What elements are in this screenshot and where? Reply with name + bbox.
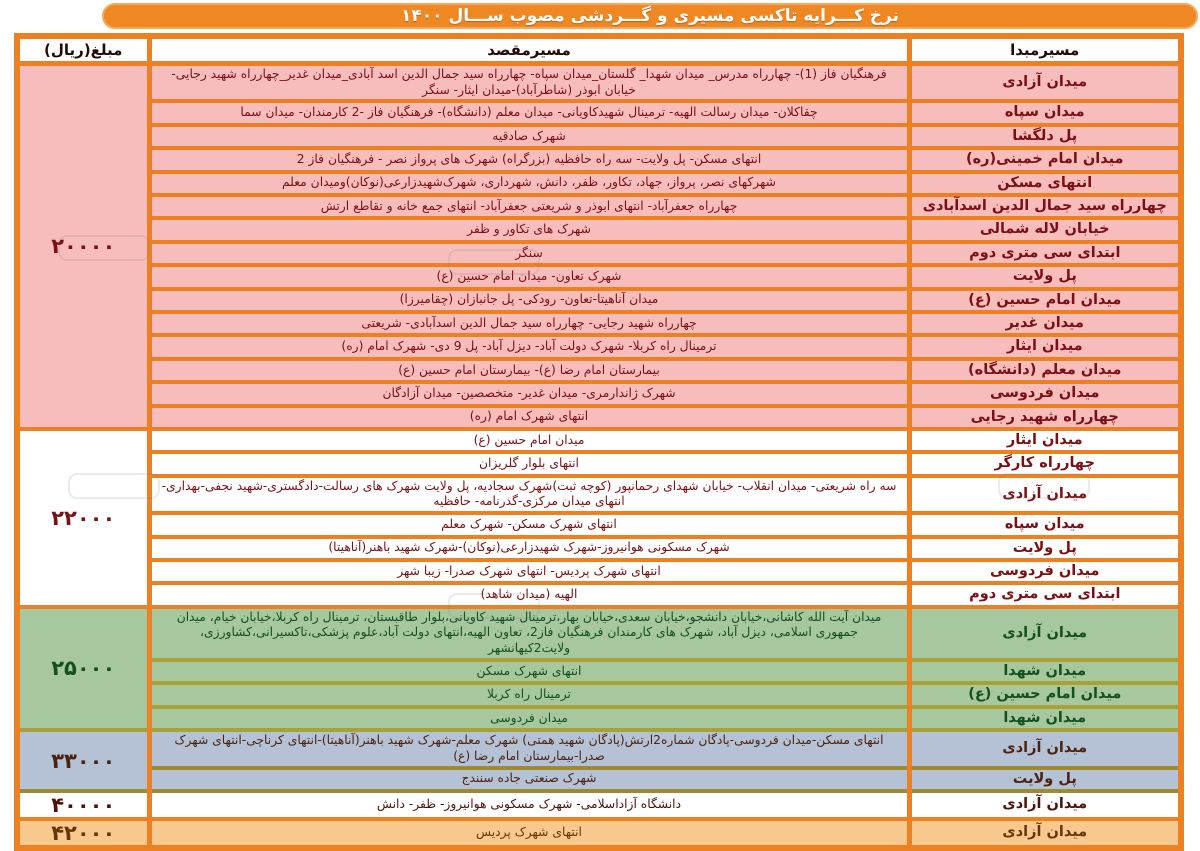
- price-cell: ۴۲۰۰۰: [17, 819, 149, 848]
- destination-cell: الهیه (میدان شاهد): [149, 583, 909, 606]
- origin-cell: میدان ایثار: [909, 429, 1181, 452]
- origin-cell: انتهای مسکن: [909, 172, 1181, 195]
- fare-row: [17, 560, 1181, 583]
- fare-row: [17, 289, 1181, 312]
- fare-table: [14, 33, 1184, 851]
- origin-cell: خیابان لاله شمالی: [909, 218, 1181, 241]
- fare-row: [17, 195, 1181, 218]
- fare-row: [17, 64, 1181, 102]
- destination-cell: شهرک مسکونی هوانیروز-شهرک شهیدزارعی(نوکان)-شهرک شهید باهنر(آناهیتا): [149, 537, 909, 560]
- fare-row: [17, 359, 1181, 382]
- destination-cell: شهرک ژاندارمری- میدان غدیر- متخصصین- میدان آزادگان: [149, 382, 909, 405]
- origin-cell: میدان فردوسی: [909, 560, 1181, 583]
- price-group-۴۲۰۰۰: [17, 819, 1181, 848]
- fare-row: [17, 148, 1181, 171]
- destination-cell: شهرک صنعتی جاده سنندج: [149, 768, 909, 791]
- destination-cell: انتهای بلوار گلریزان: [149, 452, 909, 475]
- destination-cell: انتهای مسکن-میدان فردوسی-پادگان شماره2ارتش(پادگان شهید همتی) شهرک معلم-شهرک شهید باهنر(آناهیتا)-انتهای کرناچی-انتهای شهرک صدرا-بیمارستان امام رضا (ع): [149, 730, 909, 767]
- fare-row: [17, 172, 1181, 195]
- destination-cell: میدان آیت الله کاشانی،خیابان دانشجو،خیابان سعدی،خیابان بهار،ترمینال شهید کاویانی،بلوار طاقبستان، ترمینال راه کربلا،خیابان خیام، میدان جمهوری اسلامی، دیزل آباد، شهرک های کارمندان فرهنگیان فاز2، تعاون الهیه،انتهای دولت آباد،علوم پزشکی،تاکسیرانی،کشاورزی، ولایت2کیهانشهر: [149, 607, 909, 660]
- destination-cell: انتهای مسکن- پل ولایت- سه راه حافظیه (بزرگراه) شهرک های پرواز نصر - فرهنگیان فاز 2: [149, 148, 909, 171]
- fare-row: [17, 537, 1181, 560]
- destination-cell: شهرک صادقیه: [149, 125, 909, 148]
- destination-cell: سنگر: [149, 242, 909, 265]
- origin-cell: میدان امام حسین (ع): [909, 683, 1181, 706]
- price-group-۳۳۰۰۰: [17, 730, 1181, 791]
- destination-cell: میدان امام حسین (ع): [149, 429, 909, 452]
- price-group-۲۰۰۰۰: [17, 64, 1181, 429]
- fare-table-header: [17, 36, 1181, 64]
- origin-cell: میدان فردوسی: [909, 382, 1181, 405]
- page-title: [102, 3, 1198, 29]
- price-cell: ۳۳۰۰۰: [17, 730, 149, 791]
- origin-cell: میدان شهدا: [909, 707, 1181, 730]
- fare-row: [17, 125, 1181, 148]
- origin-cell: ابتدای سی متری دوم: [909, 242, 1181, 265]
- price-cell: ۲۵۰۰۰: [17, 607, 149, 730]
- destination-cell: فرهنگیان فاز (1)- چهارراه مدرس_ میدان شهدا_ گلستان_میدان سپاه- چهارراه سید جمال الدین اسد آبادی_میدان غدیر_چهارراه شهید رجایی- خیابان ابوذر (شاطرآباد)-میدان ایثار- سنگر: [149, 64, 909, 102]
- fare-row: [17, 312, 1181, 335]
- fare-row: [17, 583, 1181, 606]
- origin-cell: میدان آزادی: [909, 607, 1181, 660]
- origin-cell: میدان امام حسین (ع): [909, 289, 1181, 312]
- fare-row: [17, 768, 1181, 791]
- price-cell: ۲۰۰۰۰: [17, 64, 149, 429]
- fare-row: [17, 242, 1181, 265]
- fare-row: [17, 607, 1181, 660]
- origin-cell: چهارراه کارگر: [909, 452, 1181, 475]
- origin-cell: میدان آزادی: [909, 476, 1181, 513]
- destination-cell: چهارراه جعفرآباد- انتهای ابوذر و شریعتی جعفرآباد- انتهای جمع خانه و تقاطع ارتش: [149, 195, 909, 218]
- origin-cell: پل ولایت: [909, 768, 1181, 791]
- destination-cell: میدان آناهیتا-تعاون- رودکی- پل جانبازان (چقامیرزا): [149, 289, 909, 312]
- fare-row: [17, 452, 1181, 475]
- column-header-amount: مبلغ(ریال): [17, 36, 149, 64]
- destination-cell: بیمارستان امام رضا (ع)- بیمارستان امام حسین (ع): [149, 359, 909, 382]
- destination-cell: میدان فردوسی: [149, 707, 909, 730]
- fare-row: [17, 101, 1181, 124]
- origin-cell: چهارراه شهید رجایی: [909, 406, 1181, 429]
- origin-cell: میدان شهدا: [909, 660, 1181, 683]
- fare-row: [17, 730, 1181, 767]
- destination-cell: ترمینال راه کربلا- شهرک دولت آباد- دیزل آباد- پل 9 دی- شهرک امام (ره): [149, 335, 909, 358]
- price-group-۲۵۰۰۰: [17, 607, 1181, 730]
- price-group-۲۲۰۰۰: [17, 429, 1181, 607]
- fare-row: [17, 476, 1181, 513]
- destination-cell: انتهای شهرک مسکن: [149, 660, 909, 683]
- destination-cell: شهرک تعاون- میدان امام حسین (ع): [149, 265, 909, 288]
- origin-cell: میدان ایثار: [909, 335, 1181, 358]
- origin-cell: چهارراه سید جمال الدین اسدآبادی: [909, 195, 1181, 218]
- origin-cell: میدان آزادی: [909, 64, 1181, 102]
- fare-row: [17, 382, 1181, 405]
- destination-cell: ترمینال راه کربلا: [149, 683, 909, 706]
- origin-cell: میدان آزادی: [909, 819, 1181, 848]
- origin-cell: میدان آزادی: [909, 791, 1181, 819]
- fare-row: [17, 791, 1181, 819]
- price-group-۴۰۰۰۰: [17, 791, 1181, 819]
- fare-row: [17, 683, 1181, 706]
- destination-cell: دانشگاه آزاداسلامی- شهرک مسکونی هوانیروز- ظفر- دانش: [149, 791, 909, 819]
- price-cell: ۲۲۰۰۰: [17, 429, 149, 607]
- destination-cell: انتهای شهرک پردیس- انتهای شهرک صدرا- زیبا شهر: [149, 560, 909, 583]
- origin-cell: پل دلگشا: [909, 125, 1181, 148]
- destination-cell: انتهای شهرک مسکن- شهرک معلم: [149, 513, 909, 536]
- column-header-origin: مسیرمبدا: [909, 36, 1181, 64]
- destination-cell: چهارراه شهید رجایی- چهارراه سید جمال الدین اسدآبادی- شریعتی: [149, 312, 909, 335]
- origin-cell: ابتدای سی متری دوم: [909, 583, 1181, 606]
- origin-cell: میدان امام خمینی(ره): [909, 148, 1181, 171]
- origin-cell: میدان آزادی: [909, 730, 1181, 767]
- destination-cell: چقاکلان- میدان رسالت الهیه- ترمینال شهیدکاویانی- میدان معلم (دانشگاه)- فرهنگیان فاز -2 کارمندان- میدان سما: [149, 101, 909, 124]
- origin-cell: پل ولایت: [909, 265, 1181, 288]
- fare-row: [17, 513, 1181, 536]
- fare-row: [17, 265, 1181, 288]
- fare-row: [17, 406, 1181, 429]
- destination-cell: انتهای شهرک امام (ره): [149, 406, 909, 429]
- origin-cell: میدان معلم (دانشگاه): [909, 359, 1181, 382]
- fare-row: [17, 660, 1181, 683]
- origin-cell: پل ولایت: [909, 537, 1181, 560]
- fare-row: [17, 218, 1181, 241]
- origin-cell: میدان غدیر: [909, 312, 1181, 335]
- fare-row: [17, 707, 1181, 730]
- origin-cell: میدان سپاه: [909, 513, 1181, 536]
- fare-row: [17, 819, 1181, 848]
- page: [0, 3, 1200, 845]
- page-title-text: نرخ کـــرایه تاکسی مسیری و گـــردشی مصوب ســـال ۱۴۰۰: [401, 6, 899, 26]
- fare-row: [17, 335, 1181, 358]
- destination-cell: شهرکهای نصر، پرواز، جهاد، تکاور، ظفر، دانش، شهرداری، شهرک‌شهیدزارعی(نوکان)ومیدان معلم: [149, 172, 909, 195]
- column-header-destination: مسیرمقصد: [149, 36, 909, 64]
- destination-cell: انتهای شهرک پردیس: [149, 819, 909, 848]
- destination-cell: سه راه شریعتی- میدان انقلاب- خیابان شهدای رحمانپور (کوچه ثبت)شهرک سجادیه، پل ولایت شهرک های رسالت-دادگستری-شهید نجفی-بهداری- انتهای میدان مرکزی-گذرنامه- حافظیه: [149, 476, 909, 513]
- destination-cell: شهرک های تکاور و ظفر: [149, 218, 909, 241]
- origin-cell: میدان سپاه: [909, 101, 1181, 124]
- fare-row: [17, 429, 1181, 452]
- price-cell: ۴۰۰۰۰: [17, 791, 149, 819]
